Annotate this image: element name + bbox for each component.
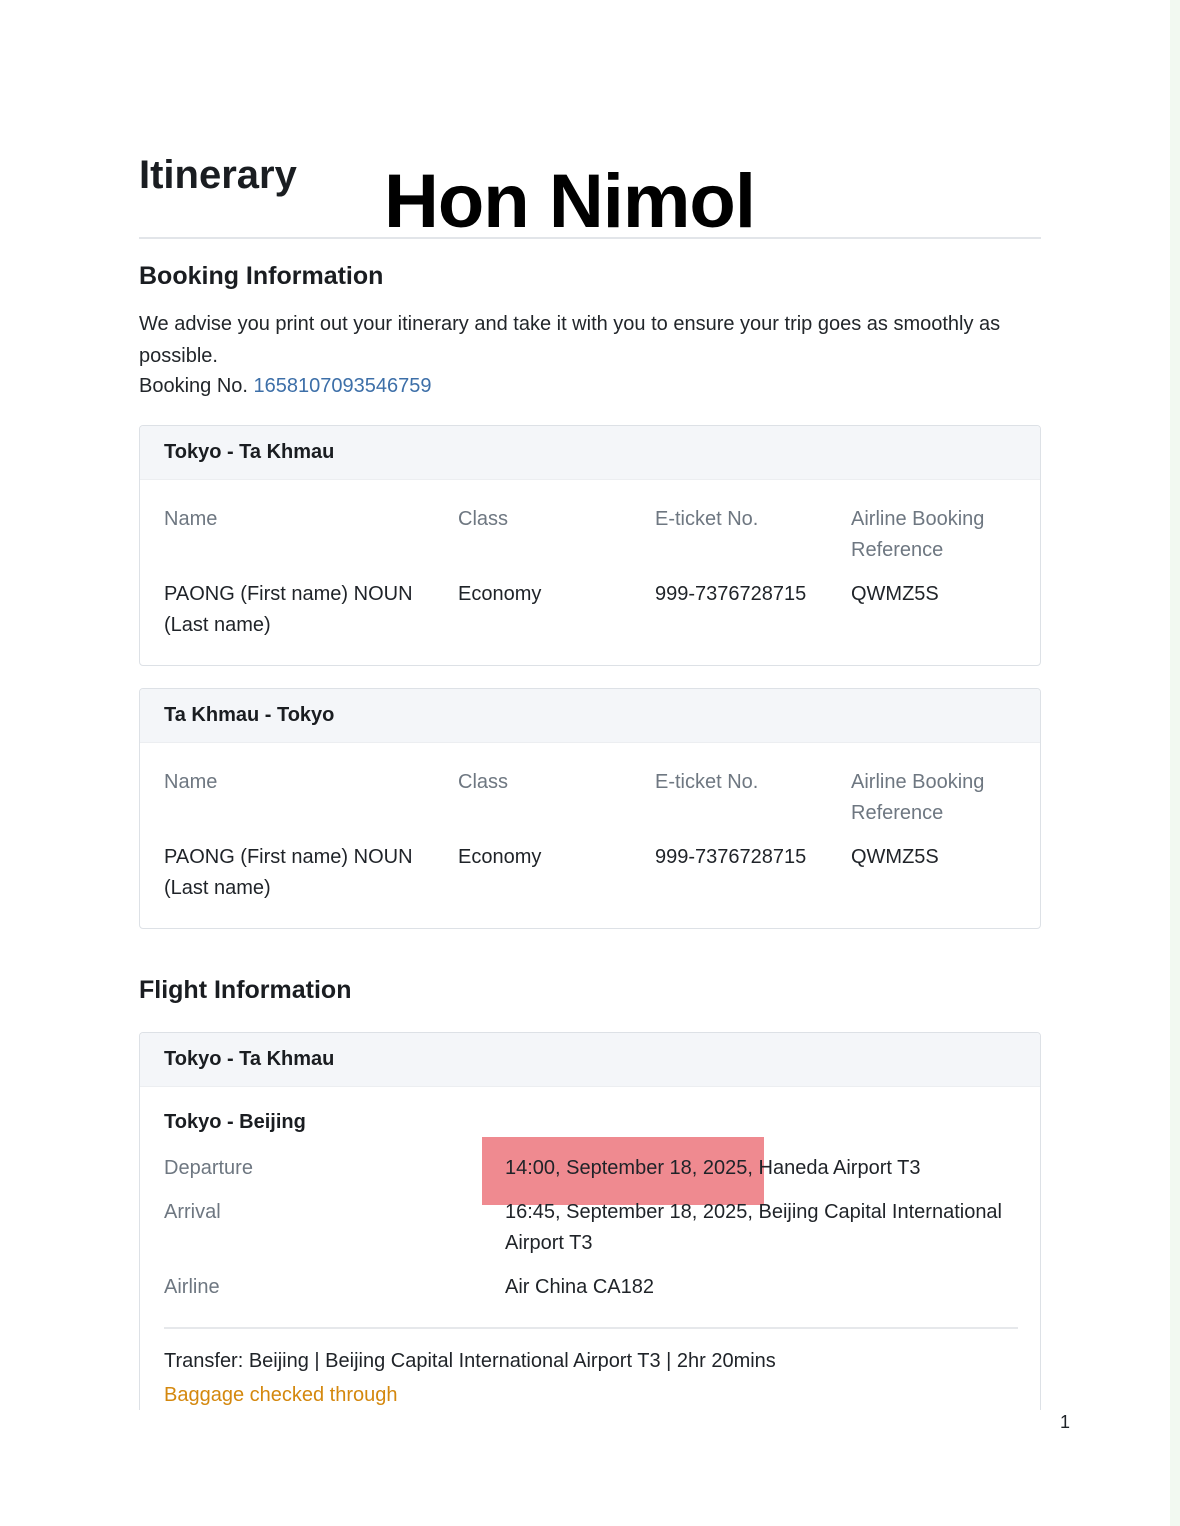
card-route-title: Tokyo - Ta Khmau <box>140 1033 1040 1087</box>
passenger-eticket: 999-7376728715 <box>655 583 807 605</box>
column-header-reference: Airline Booking Reference <box>851 771 985 824</box>
column-header-eticket: E-ticket No. <box>655 771 759 793</box>
column-header-reference: Airline Booking Reference <box>851 508 985 561</box>
transfer-info: Transfer: Beijing | Beijing Capital International Airport T3 | 2hr 20mins <box>164 1350 776 1372</box>
baggage-note: Baggage checked through <box>164 1384 398 1406</box>
column-header-eticket: E-ticket No. <box>655 508 759 530</box>
column-header-class: Class <box>458 771 509 793</box>
card-route-title: Tokyo - Ta Khmau <box>140 426 1040 480</box>
flight-segment <box>140 1087 1040 1417</box>
arrival-value: 16:45, September 18, 2025, Beijing Capital International Airport T3 <box>505 1201 1003 1254</box>
booking-number-label: Booking No. <box>139 375 248 397</box>
departure-label: Departure <box>164 1157 253 1179</box>
column-header-name: Name <box>164 771 218 793</box>
passenger-reference: QWMZ5S <box>851 846 939 868</box>
page-edge-strip <box>1170 0 1180 1526</box>
booking-number-value[interactable]: 1658107093546759 <box>253 375 432 397</box>
page-title: Itinerary <box>139 153 297 197</box>
airline-value: Air China CA182 <box>505 1276 654 1298</box>
segment-title: Tokyo - Beijing <box>164 1111 306 1133</box>
flight-card <box>139 1032 1041 1418</box>
airline-label: Airline <box>164 1276 220 1298</box>
booking-number <box>139 370 432 402</box>
passenger-class: Economy <box>458 846 542 868</box>
booking-info-heading: Booking Information <box>139 262 384 290</box>
advice-text: We advise you print out your itinerary and take it with you to ensure your trip goes as smoothly as possible. <box>139 313 1001 367</box>
page-bottom-margin <box>137 1410 1043 1526</box>
passenger-name: PAONG (First name) NOUN (Last name) <box>164 846 413 899</box>
card-route-title: Ta Khmau - Tokyo <box>140 689 1040 743</box>
page-header <box>139 150 1041 244</box>
passenger-reference: QWMZ5S <box>851 583 939 605</box>
column-header-name: Name <box>164 508 218 530</box>
page-number: 1 <box>1060 1412 1071 1432</box>
passenger-name: PAONG (First name) NOUN (Last name) <box>164 583 413 636</box>
passenger-card <box>139 425 1041 666</box>
overlay-name-text: Hon Nimol <box>384 159 755 244</box>
arrival-label: Arrival <box>164 1201 221 1223</box>
departure-value: 14:00, September 18, 2025, Haneda Airport T3 <box>505 1157 921 1179</box>
passenger-table <box>140 743 1040 928</box>
passenger-eticket: 999-7376728715 <box>655 846 807 868</box>
passenger-class: Economy <box>458 583 542 605</box>
passenger-card <box>139 688 1041 929</box>
flight-info-heading: Flight Information <box>139 976 352 1004</box>
segment-divider <box>164 1327 1018 1329</box>
column-header-class: Class <box>458 508 509 530</box>
passenger-table <box>140 480 1040 665</box>
